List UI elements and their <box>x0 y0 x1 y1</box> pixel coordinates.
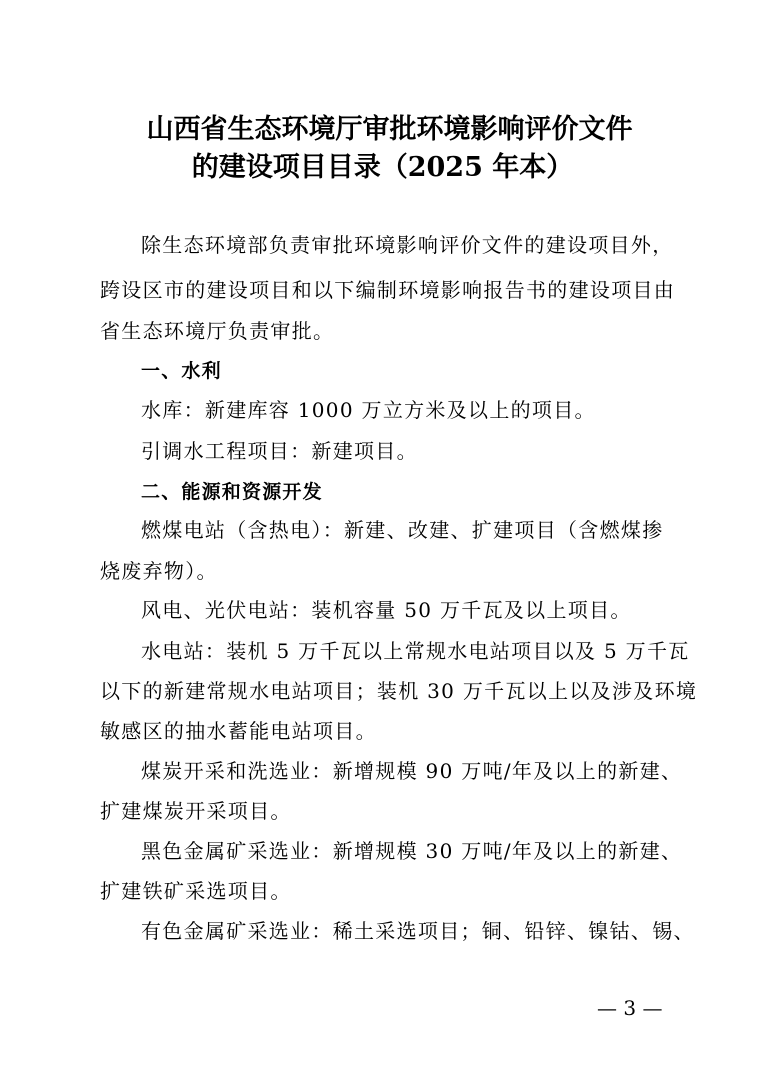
item-coal-power-line-1: 燃煤电站（含热电）：新建、改建、扩建项目（含燃煤掺 <box>141 518 664 542</box>
item-hydropower-line-2: 以下的新建常规水电站项目；装机 30 万千瓦以上以及涉及环境 <box>100 679 698 703</box>
item-wind-solar: 风电、光伏电站：装机容量 50 万千瓦及以上项目。 <box>141 598 632 622</box>
item-coal-power-line-2: 烧废弃物）。 <box>100 559 218 583</box>
section-heading-water: 一、水利 <box>141 360 222 382</box>
item-coal-mining-line-2: 扩建煤炭开采项目。 <box>100 799 292 823</box>
item-reservoir: 水库：新建库容 1000 万立方米及以上的项目。 <box>141 398 596 422</box>
item-ferrous-mining-line-2: 扩建铁矿采选项目。 <box>100 879 292 903</box>
document-title-line-2: 的建设项目目录（2025 年本） <box>191 152 574 183</box>
intro-line-2: 跨设区市的建设项目和以下编制环境影响报告书的建设项目由 <box>100 278 676 302</box>
intro-line-1: 除生态环境部负责审批环境影响评价文件的建设项目外， <box>141 233 674 257</box>
item-nonferrous-mining-line-1: 有色金属矿采选业：稀土采选项目；铜、铅锌、镍钴、锡、 <box>141 919 695 943</box>
item-water-diversion: 引调水工程项目：新建项目。 <box>141 439 418 463</box>
item-ferrous-mining-line-1: 黑色金属矿采选业：新增规模 30 万吨/年及以上的新建、 <box>141 839 683 863</box>
document-title-line-1: 山西省生态环境厅审批环境影响评价文件 <box>146 114 633 145</box>
page-number: — 3 — <box>597 996 663 1020</box>
item-hydropower-line-3: 敏感区的抽水蓄能电站项目。 <box>100 719 377 743</box>
item-coal-mining-line-1: 煤炭开采和洗选业：新增规模 90 万吨/年及以上的新建、 <box>141 759 683 783</box>
intro-line-3: 省生态环境厅负责审批。 <box>100 319 335 343</box>
section-heading-energy: 二、能源和资源开发 <box>141 481 323 503</box>
item-hydropower-line-1: 水电站：装机 5 万千瓦以上常规水电站项目以及 5 万千瓦 <box>141 639 690 663</box>
